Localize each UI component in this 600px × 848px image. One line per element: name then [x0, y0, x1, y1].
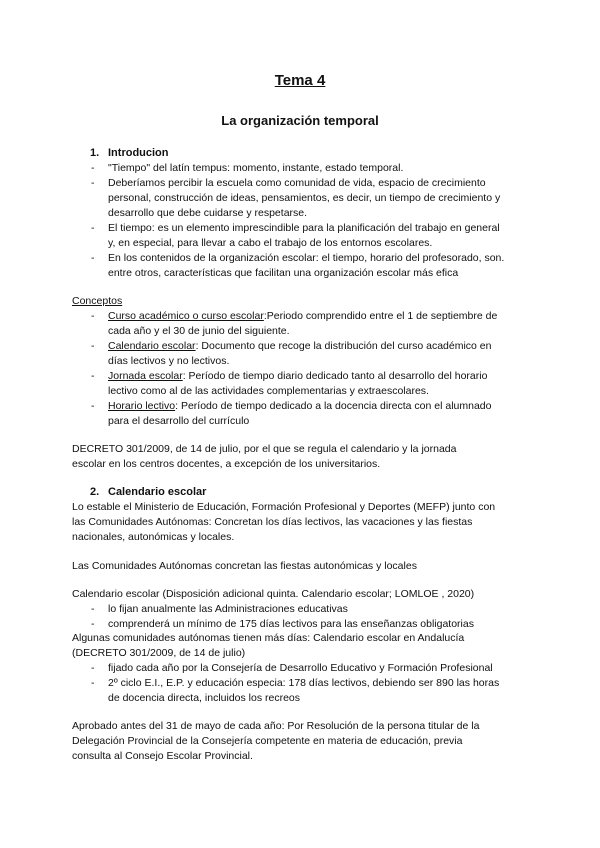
decreto-line-1: DECRETO 301/2009, de 14 de julio, por el que se regula el calendario y la jornada — [72, 443, 457, 455]
concept-item — [108, 369, 487, 384]
bullet-dash: - — [91, 222, 95, 234]
section2-intro-line-2: las Comunidades Autónomas: Concretan los días lectivos, las vacaciones y las fiestas — [72, 516, 473, 528]
section1-bullet-4-line-2: entre otros, características que facilitan una organización escolar más efica — [108, 267, 459, 279]
concept-item — [108, 309, 497, 324]
section1-bullet-2-line-2: personal, construcción de ideas, pensamientos, es decir, un tiempo de crecimiento y — [108, 192, 501, 204]
bullet-dash: - — [91, 162, 95, 174]
section1-bullet-3-line-1: El tiempo: es un elemento imprescindible para la planificación del trabajo en general — [108, 222, 500, 234]
decreto-line-2: escolar en los centros docentes, a excepción de los universitarios. — [72, 458, 381, 470]
section2-heading: Calendario escolar — [108, 486, 207, 498]
bullet-dash: - — [91, 662, 95, 674]
section2-paragraph-5-line-2: Delegación Provincial de la Consejería competente en materia de educación, previa — [72, 735, 463, 747]
page-subtitle: La organización temporal — [221, 113, 379, 128]
section2-paragraph-4-line-2: (DECRETO 301/2009, de 14 de julio) — [72, 647, 246, 659]
section1-bullet-3-line-2: y, en especial, para llevar a cabo el trabajo de los entornos escolares. — [108, 237, 433, 249]
concept-term: Calendario escolar — [108, 340, 196, 352]
section1-bullet-1-line-1: "Tiempo" del latín tempus: momento, instante, estado temporal. — [108, 162, 404, 174]
section2-bullet-b-1: fijado cada año por la Consejería de Desarrollo Educativo y Formación Profesional — [108, 662, 493, 674]
bullet-dash: - — [91, 310, 95, 322]
concept-item — [108, 399, 491, 414]
concept-definition-cont: días lectivos y no lectivos. — [108, 355, 230, 367]
section2-bullet-a-2: comprenderá un mínimo de 175 días lectivos para las enseñanzas obligatorias — [108, 618, 474, 630]
section2-bullet-b-2-line-1: 2º ciclo E.I., E.P. y educación especia: 178 días lectivos, debiendo ser 890 las horas — [108, 677, 500, 689]
bullet-dash: - — [91, 177, 95, 189]
section1-heading: Introducion — [108, 147, 169, 159]
section2-bullet-b-2-line-2: de docencia directa, incluidos los recreos — [108, 692, 301, 704]
section2-number: 2. — [90, 486, 100, 498]
section2-intro-line-1: Lo estable el Ministerio de Educación, Formación Profesional y Deportes (MEFP) junto con — [72, 501, 496, 513]
bullet-dash: - — [91, 603, 95, 615]
section1-bullet-4-line-1: En los contenidos de la organización escolar: el tiempo, horario del profesorado, son. — [108, 252, 505, 264]
section1-bullet-2-line-1: Deberíamos percibir la escuela como comunidad de vida, espacio de crecimiento — [108, 177, 486, 189]
section2-bullet-a-1: lo fijan anualmente las Administraciones educativas — [108, 603, 348, 615]
section2-paragraph-2: Las Comunidades Autónomas concretan las fiestas autonómicas y locales — [72, 560, 417, 572]
concept-definition-cont: para el desarrollo del currículo — [108, 415, 250, 427]
concept-definition-cont: lectivo como al de las actividades complementarias y extraescolares. — [108, 385, 429, 397]
bullet-dash: - — [91, 677, 95, 689]
concept-term: Horario lectivo — [108, 400, 176, 412]
concept-definition: : Período de tiempo dedicado a la docencia directa con el alumnado — [175, 400, 492, 412]
concept-term: Jornada escolar — [108, 370, 183, 382]
concept-definition-cont: cada año y el 30 de junio del siguiente. — [108, 325, 290, 337]
conceptos-heading: Conceptos — [72, 295, 123, 307]
concept-definition: :Periodo comprendido entre el 1 de septiembre de — [263, 310, 498, 322]
section1-number: 1. — [90, 147, 100, 159]
bullet-dash: - — [91, 340, 95, 352]
section2-intro-line-3: nacionales, autonómicas y locales. — [72, 531, 235, 543]
section2-paragraph-5-line-1: Aprobado antes del 31 de mayo de cada año: Por Resolución de la persona titular de la — [72, 720, 480, 732]
section2-paragraph-3: Calendario escolar (Disposición adicional quinta. Calendario escolar; LOMLOE , 2020) — [72, 588, 475, 600]
section1-bullet-2-line-3: desarrollo que debe cuidarse y respetarse. — [108, 207, 308, 219]
concept-definition: : Documento que recoge la distribución del curso académico en — [195, 340, 492, 352]
concept-item — [108, 339, 491, 354]
bullet-dash: - — [91, 400, 95, 412]
concept-definition: : Período de tiempo diario dedicado tanto al desarrollo del horario — [182, 370, 488, 382]
section2-paragraph-5-line-3: consulta al Consejo Escolar Provincial. — [72, 750, 253, 762]
concept-term: Curso académico o curso escolar — [108, 310, 264, 322]
page-title: Tema 4 — [274, 72, 326, 89]
bullet-dash: - — [91, 618, 95, 630]
bullet-dash: - — [91, 370, 95, 382]
bullet-dash: - — [91, 252, 95, 264]
section2-paragraph-4-line-1: Algunas comunidades autónomas tienen más días: Calendario escolar en Andalucía — [72, 632, 465, 644]
